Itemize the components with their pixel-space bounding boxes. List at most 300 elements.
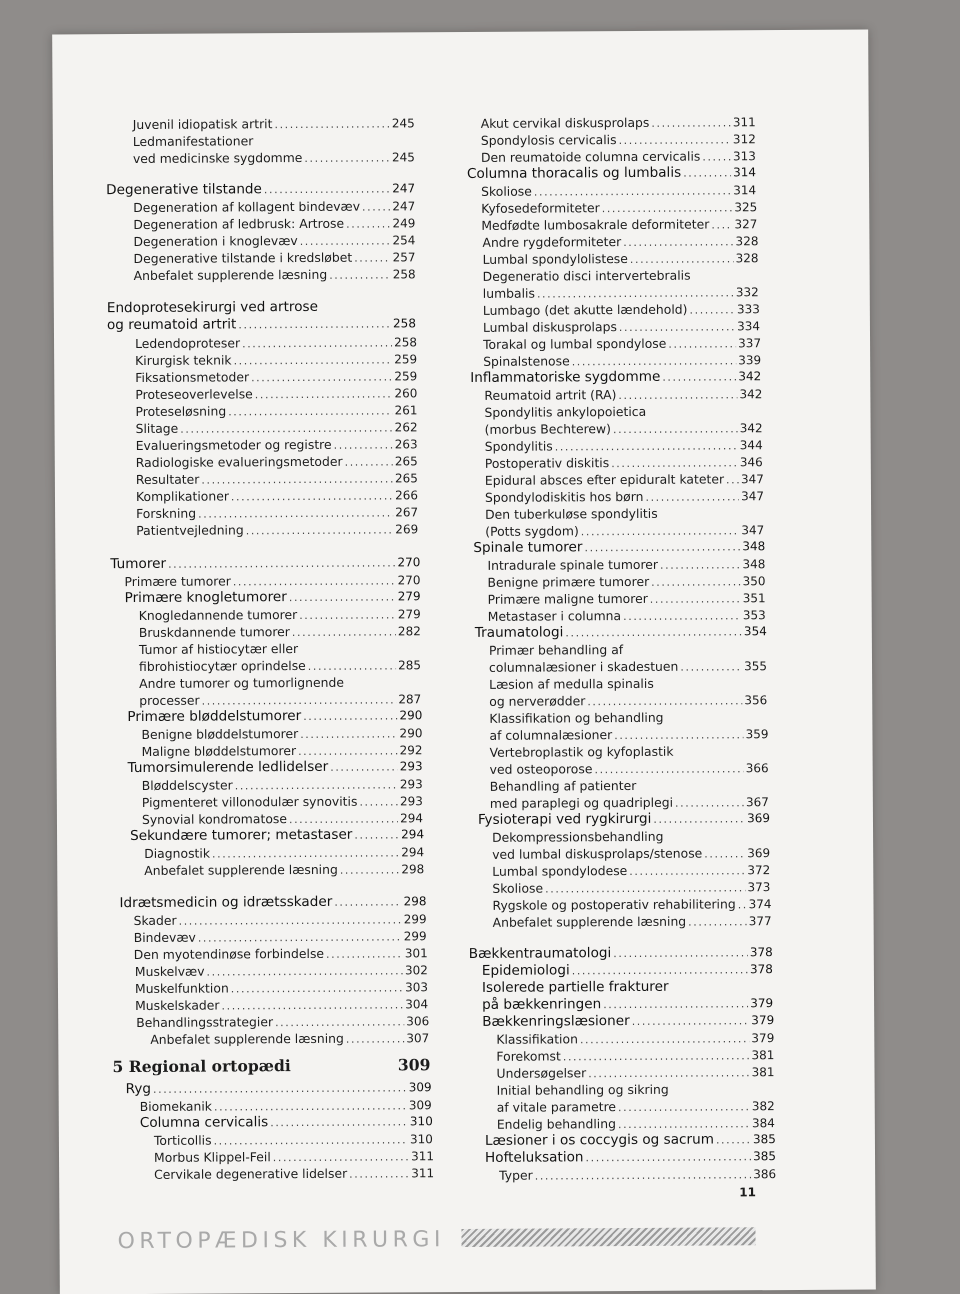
toc-entry-title: Den reumatoide columna cervicalis bbox=[481, 149, 701, 165]
toc-entry-page: 299 bbox=[404, 912, 427, 927]
toc-dot-leader bbox=[648, 415, 760, 416]
toc-entry-page: 386 bbox=[753, 1167, 776, 1182]
toc-entry bbox=[481, 199, 757, 217]
toc-entry bbox=[485, 420, 763, 438]
toc-entry-page: 311 bbox=[411, 1149, 434, 1164]
toc-dot-leader bbox=[683, 165, 731, 180]
toc-dot-leader bbox=[535, 1167, 752, 1183]
toc-entry-title: Sekundære tumorer; metastaser bbox=[130, 828, 352, 844]
toc-entry-page: 378 bbox=[750, 962, 773, 977]
toc-entry bbox=[492, 879, 770, 897]
toc-entry-title: Akut cervikal diskusprolaps bbox=[481, 115, 650, 131]
toc-dot-leader bbox=[534, 183, 731, 199]
toc-entry bbox=[136, 470, 418, 488]
toc-entry-title: ved osteoporose bbox=[490, 761, 593, 777]
toc-entry bbox=[135, 996, 428, 1014]
toc-entry-title: Endoprotesekirurgi ved artrose bbox=[107, 300, 318, 316]
toc-entry bbox=[492, 828, 770, 845]
toc-entry-page: 293 bbox=[400, 759, 423, 774]
toc-entry-title: Synovial kondromatose bbox=[142, 811, 287, 827]
toc-entry-title: Tumorsimulerende ledlidelser bbox=[128, 760, 329, 776]
toc-entry bbox=[133, 249, 415, 267]
toc-entry-page: 384 bbox=[752, 1116, 775, 1131]
toc-entry bbox=[144, 844, 424, 862]
toc-entry-title: Bækkenringslæsioner bbox=[482, 1014, 630, 1030]
toc-entry-page: 354 bbox=[744, 624, 767, 639]
toc-entry-title: på bækkenringen bbox=[482, 997, 601, 1013]
toc-entry-title: Den tuberkuløse spondylitis bbox=[485, 506, 658, 522]
toc-entry-page: 309 bbox=[398, 1057, 431, 1072]
toc-entry-title: Muskelfunktion bbox=[135, 980, 229, 996]
toc-entry bbox=[490, 777, 769, 794]
toc-entry-page: 279 bbox=[398, 607, 421, 622]
toc-entry-title: Degenerative tilstande i kredsløbet bbox=[133, 250, 352, 266]
toc-dot-leader bbox=[340, 862, 400, 877]
toc-entry-title: Dekompressionsbehandling bbox=[492, 829, 663, 845]
toc-entry bbox=[107, 299, 416, 316]
toc-entry-page: 261 bbox=[395, 403, 418, 418]
toc-dot-leader bbox=[666, 721, 767, 722]
toc-entry bbox=[128, 759, 423, 776]
toc-entry-page: 342 bbox=[738, 369, 761, 384]
toc-entry-page: 381 bbox=[752, 1065, 775, 1080]
toc-entry-page: 313 bbox=[733, 149, 756, 164]
toc-entry bbox=[484, 386, 762, 404]
toc-dot-leader bbox=[585, 1149, 751, 1165]
toc-entry bbox=[136, 504, 418, 522]
toc-entry bbox=[481, 131, 756, 149]
toc-entry-title: Kirurgisk teknik bbox=[135, 352, 231, 368]
toc-entry bbox=[488, 590, 766, 608]
toc-entry-page: 325 bbox=[734, 200, 757, 215]
toc-entry-title: Primære maligne tumorer bbox=[488, 591, 648, 607]
toc-dot-leader bbox=[270, 1114, 408, 1130]
toc-entry-page: 245 bbox=[392, 150, 415, 165]
toc-entry-title: Degeneration af ledbrusk: Artrose bbox=[133, 216, 344, 232]
toc-entry-title: Læsioner i os coccygis og sacrum bbox=[485, 1132, 714, 1148]
toc-entry-page: 294 bbox=[400, 811, 423, 826]
toc-entry bbox=[125, 589, 421, 606]
toc-dot-leader bbox=[625, 653, 765, 654]
toc-dot-leader bbox=[349, 1166, 409, 1181]
toc-entry bbox=[483, 301, 760, 319]
toc-entry-title: ved lumbal diskusprolaps/stenose bbox=[492, 846, 702, 862]
toc-entry-title: Spondylitis bbox=[485, 438, 553, 453]
toc-entry-page: 279 bbox=[398, 589, 421, 604]
toc-entry bbox=[154, 1131, 433, 1149]
toc-dot-leader bbox=[653, 811, 745, 827]
toc-entry-title: Reumatoid artrit (RA) bbox=[484, 387, 616, 403]
toc-dot-leader bbox=[214, 1098, 407, 1114]
toc-entry-page: 309 bbox=[409, 1098, 432, 1113]
toc-entry bbox=[133, 198, 415, 216]
toc-dot-leader bbox=[619, 132, 731, 148]
toc-entry-page: 342 bbox=[740, 421, 763, 436]
toc-dot-leader bbox=[630, 251, 734, 267]
toc-entry-title: Degenerative tilstande bbox=[106, 182, 262, 198]
toc-dot-leader bbox=[594, 761, 743, 777]
toc-entry-title: Lumbal spondylodese bbox=[492, 863, 627, 879]
toc-entry bbox=[136, 521, 418, 539]
toc-entry-page: 260 bbox=[394, 386, 417, 401]
toc-entry bbox=[139, 623, 421, 641]
toc-entry bbox=[497, 1081, 775, 1098]
toc-entry bbox=[134, 928, 427, 946]
toc-entry bbox=[142, 810, 423, 828]
toc-entry-page: 254 bbox=[392, 233, 415, 248]
toc-entry-page: 332 bbox=[736, 285, 759, 300]
toc-dot-leader bbox=[603, 996, 748, 1012]
toc-dot-leader bbox=[611, 455, 738, 471]
toc-entry bbox=[127, 708, 422, 725]
toc-entry bbox=[483, 335, 761, 353]
toc-dot-leader bbox=[587, 693, 742, 709]
toc-entry bbox=[481, 114, 756, 132]
toc-dot-leader bbox=[545, 880, 745, 896]
toc-entry bbox=[478, 811, 770, 828]
toc-entry bbox=[490, 794, 769, 812]
toc-entry-page: 247 bbox=[392, 199, 415, 214]
toc-entry bbox=[134, 266, 416, 284]
toc-dot-leader bbox=[234, 352, 393, 368]
toc-entry-page: 259 bbox=[394, 369, 417, 384]
toc-entry bbox=[144, 861, 424, 879]
toc-dot-leader bbox=[304, 150, 390, 166]
toc-entry bbox=[469, 945, 773, 962]
toc-entry-title: Benigne bløddelstumorer bbox=[141, 726, 298, 742]
toc-left-column bbox=[52, 32, 452, 34]
toc-entry bbox=[482, 996, 773, 1013]
toc-entry-page: 369 bbox=[747, 846, 770, 861]
toc-entry-page: 257 bbox=[393, 250, 416, 265]
toc-entry-page: 333 bbox=[737, 302, 760, 317]
toc-entry bbox=[492, 845, 770, 863]
toc-entry-title: Læsion af medulla spinalis bbox=[489, 676, 654, 692]
toc-dot-leader bbox=[619, 319, 735, 335]
toc-dot-leader bbox=[716, 1132, 751, 1147]
toc-entry-title: Juvenil idiopatisk artrit bbox=[133, 116, 273, 132]
toc-entry-title: Degeneration i knoglevæv bbox=[133, 233, 297, 249]
toc-dot-leader bbox=[581, 523, 740, 539]
toc-entry-page: 353 bbox=[743, 608, 766, 623]
toc-entry bbox=[482, 250, 758, 268]
toc-entry bbox=[142, 776, 423, 794]
toc-dot-leader bbox=[651, 574, 741, 590]
toc-entry bbox=[484, 403, 762, 420]
toc-dot-leader bbox=[711, 217, 732, 232]
toc-entry bbox=[485, 1149, 776, 1166]
toc-entry-page: 310 bbox=[410, 1132, 433, 1147]
toc-entry bbox=[489, 709, 768, 726]
page-number: 11 bbox=[739, 1185, 756, 1199]
toc-entry-title: Fiksationsmetoder bbox=[135, 369, 249, 385]
toc-entry bbox=[133, 132, 415, 149]
toc-entry-title: Lumbal diskusprolaps bbox=[483, 319, 617, 335]
toc-dot-leader bbox=[273, 1149, 409, 1165]
toc-dot-leader bbox=[668, 336, 736, 351]
toc-entry-title: med paraplegi og quadriplegi bbox=[490, 795, 673, 811]
toc-entry bbox=[490, 760, 769, 778]
toc-entry-title: Lumbal spondylolistese bbox=[482, 251, 627, 267]
toc-dot-leader bbox=[308, 658, 396, 674]
toc-dot-leader bbox=[726, 472, 739, 487]
toc-entry-page: 327 bbox=[734, 217, 757, 232]
toc-entry bbox=[487, 573, 765, 591]
toc-entry-title: Ryg bbox=[126, 1082, 151, 1097]
toc-dot-leader bbox=[572, 353, 737, 369]
toc-entry-page: 302 bbox=[405, 963, 428, 978]
toc-entry bbox=[467, 165, 756, 182]
toc-entry bbox=[133, 149, 415, 167]
toc-entry-title: og nerverødder bbox=[489, 693, 585, 709]
toc-entry-page: 377 bbox=[749, 914, 772, 929]
toc-dot-leader bbox=[614, 727, 743, 743]
toc-entry-title: Komplikationer bbox=[136, 488, 229, 504]
toc-dot-leader bbox=[320, 310, 414, 311]
toc-entry-page: 367 bbox=[746, 795, 769, 810]
toc-entry-title: Medfødte lumbosakrale deformiteter bbox=[481, 216, 709, 232]
toc-entry bbox=[142, 793, 423, 811]
toc-dot-leader bbox=[623, 608, 741, 624]
toc-dot-leader bbox=[329, 267, 391, 282]
toc-entry-page: 258 bbox=[393, 316, 416, 331]
toc-entry-title: Ledmanifestationer bbox=[133, 133, 254, 149]
toc-entry-title: Skader bbox=[134, 913, 177, 928]
toc-entry bbox=[485, 437, 763, 455]
toc-dot-leader bbox=[671, 1093, 773, 1094]
toc-entry bbox=[482, 962, 773, 979]
toc-entry-title: Andre rygdeformiteter bbox=[482, 234, 621, 250]
toc-entry-title: Behandling af patienter bbox=[490, 778, 637, 794]
toc-dot-leader bbox=[613, 421, 738, 437]
toc-dot-leader bbox=[671, 990, 771, 991]
toc-dot-leader bbox=[231, 980, 403, 996]
toc-entry-title: Diagnostik bbox=[144, 846, 210, 861]
toc-entry-title: Traumatologi bbox=[475, 625, 564, 641]
toc-entry-title: Morbus Klippel-Feil bbox=[154, 1149, 271, 1165]
toc-dot-leader bbox=[334, 894, 401, 909]
toc-entry bbox=[136, 419, 418, 437]
toc-entry-page: 258 bbox=[393, 267, 416, 282]
toc-entry-title: Benigne primære tumorer bbox=[487, 574, 649, 590]
toc-dot-leader bbox=[201, 471, 393, 487]
toc-entry-title: Epidemiologi bbox=[482, 963, 570, 979]
toc-dot-leader bbox=[555, 438, 738, 454]
toc-dot-leader bbox=[572, 962, 748, 978]
toc-entry bbox=[489, 641, 767, 658]
toc-dot-leader bbox=[180, 420, 392, 436]
toc-entry bbox=[136, 453, 418, 471]
toc-entry bbox=[135, 962, 428, 980]
toc-dot-leader bbox=[738, 897, 747, 912]
toc-entry-title: Radiologiske evalueringsmetoder bbox=[136, 454, 343, 470]
toc-entry-title: Proteseoverlevelse bbox=[135, 386, 252, 402]
toc-entry bbox=[488, 607, 766, 625]
toc-entry bbox=[482, 979, 773, 996]
toc-entry-page: 344 bbox=[740, 438, 763, 453]
toc-dot-leader bbox=[618, 1116, 750, 1132]
toc-entry-title: Forekomst bbox=[496, 1048, 561, 1063]
toc-entry-page: 293 bbox=[400, 794, 423, 809]
toc-entry-title: Anbefalet supplerende læsning bbox=[144, 862, 338, 878]
toc-dot-leader bbox=[168, 555, 396, 571]
toc-entry bbox=[483, 352, 761, 370]
toc-dot-leader bbox=[255, 386, 393, 402]
toc-entry-title: Tumor af histiocytær eller bbox=[139, 641, 298, 657]
toc-dot-leader bbox=[206, 963, 403, 979]
toc-entry-title: 5 Regional ortopædi bbox=[112, 1058, 290, 1074]
toc-entry bbox=[482, 1013, 774, 1030]
toc-entry bbox=[133, 232, 415, 250]
toc-entry bbox=[497, 1098, 775, 1116]
toc-entry bbox=[499, 1166, 776, 1184]
toc-entry-title: Bindevæv bbox=[134, 930, 196, 945]
toc-entry-title: Skoliose bbox=[492, 881, 543, 896]
toc-entry-page: 348 bbox=[742, 539, 765, 554]
toc-entry-page: 265 bbox=[395, 454, 418, 469]
toc-entry bbox=[139, 691, 421, 709]
toc-entry-title: Inflammatoriske sygdomme bbox=[470, 370, 660, 386]
toc-entry-page: 303 bbox=[405, 980, 428, 995]
toc-dot-leader bbox=[656, 687, 765, 688]
toc-entry bbox=[141, 742, 422, 760]
toc-dot-leader bbox=[689, 302, 735, 317]
toc-dot-leader bbox=[246, 522, 394, 538]
toc-entry-title: Hofteluksation bbox=[485, 1150, 584, 1166]
toc-entry-title: Spinale tumorer bbox=[473, 540, 582, 556]
toc-dot-leader bbox=[298, 743, 398, 759]
toc-dot-leader bbox=[704, 846, 745, 861]
toc-entry bbox=[485, 488, 764, 506]
toc-entry bbox=[493, 913, 772, 931]
toc-dot-leader bbox=[292, 624, 396, 640]
toc-dot-leader bbox=[354, 827, 399, 842]
toc-entry bbox=[496, 1047, 774, 1065]
toc-entry-page: 366 bbox=[746, 761, 769, 776]
toc-entry-title: Kyfosedeformiteter bbox=[481, 200, 600, 216]
toc-entry-title: columnalæsioner i skadestuen bbox=[489, 659, 678, 675]
toc-entry-page: 379 bbox=[751, 1013, 774, 1028]
toc-entry bbox=[496, 1064, 774, 1082]
toc-entry-title: Degeneratio disci intervertebralis bbox=[483, 268, 691, 284]
toc-entry-page: 379 bbox=[750, 996, 773, 1011]
toc-entry bbox=[133, 115, 415, 133]
toc-entry bbox=[481, 216, 757, 234]
footer-hatched-bar bbox=[461, 1227, 755, 1247]
toc-entry bbox=[135, 368, 417, 386]
toc-entry bbox=[135, 979, 428, 997]
toc-entry-page: 309 bbox=[409, 1080, 432, 1095]
toc-entry-page: 328 bbox=[736, 251, 759, 266]
toc-entry-title: Klassifikation bbox=[496, 1031, 578, 1046]
toc-dot-leader bbox=[676, 755, 767, 756]
toc-entry-page: 270 bbox=[398, 573, 421, 588]
toc-dot-leader bbox=[618, 387, 737, 403]
toc-entry-title: Den myotendinøse forbindelse bbox=[134, 946, 324, 962]
toc-entry bbox=[483, 318, 760, 336]
toc-entry bbox=[150, 1030, 429, 1048]
toc-dot-leader bbox=[660, 557, 741, 572]
toc-entry-page: 294 bbox=[401, 845, 424, 860]
toc-entry-title: Primære tumorer bbox=[124, 573, 230, 589]
toc-entry-title: Muskelskader bbox=[135, 998, 219, 1014]
toc-entry bbox=[112, 1057, 430, 1074]
toc-entry-title: lumbalis bbox=[483, 286, 535, 301]
toc-entry-title: Fysioterapi ved rygkirurgi bbox=[478, 812, 651, 828]
toc-entry-page: 342 bbox=[739, 387, 762, 402]
toc-entry bbox=[485, 505, 764, 522]
toc-entry-page: 347 bbox=[741, 523, 764, 538]
toc-entry-title: (morbus Bechterew) bbox=[485, 421, 611, 437]
toc-dot-leader bbox=[537, 285, 734, 301]
toc-entry bbox=[134, 911, 427, 929]
footer-book-title: ORTOPÆDISK KIRURGI bbox=[117, 1227, 445, 1254]
toc-entry bbox=[135, 334, 417, 352]
toc-entry bbox=[485, 454, 763, 472]
toc-dot-leader bbox=[303, 708, 397, 724]
toc-dot-leader bbox=[300, 652, 419, 653]
toc-entry-page: 328 bbox=[735, 234, 758, 249]
toc-dot-leader bbox=[563, 1048, 750, 1064]
toc-entry-page: 301 bbox=[405, 946, 428, 961]
toc-entry-page: 263 bbox=[395, 437, 418, 452]
toc-dot-leader bbox=[660, 517, 762, 518]
toc-dot-leader bbox=[300, 726, 397, 742]
toc-dot-leader bbox=[345, 454, 393, 469]
toc-entry-title: Typer bbox=[499, 1168, 533, 1183]
toc-entry-title: processer bbox=[139, 693, 199, 708]
toc-dot-leader bbox=[231, 488, 393, 504]
toc-entry-title: Spondylosis cervicalis bbox=[481, 132, 617, 148]
toc-entry-page: 307 bbox=[406, 1031, 429, 1046]
toc-dot-leader bbox=[299, 607, 396, 623]
toc-entry bbox=[470, 369, 761, 386]
toc-dot-leader bbox=[233, 573, 396, 589]
toc-entry-page: 266 bbox=[395, 488, 418, 503]
toc-entry-title: Epidural absces efter epiduralt kateter bbox=[485, 471, 724, 487]
toc-entry bbox=[485, 1132, 776, 1149]
toc-dot-leader bbox=[255, 144, 413, 145]
toc-entry-title: Spondylitis ankylopoietica bbox=[484, 404, 646, 420]
toc-entry-page: 382 bbox=[752, 1099, 775, 1114]
toc-dot-leader bbox=[645, 489, 739, 505]
toc-entry bbox=[139, 674, 421, 691]
toc-dot-leader bbox=[300, 233, 391, 249]
toc-entry-page: 249 bbox=[392, 216, 415, 231]
toc-dot-leader bbox=[638, 789, 766, 790]
toc-entry-title: Evalueringsmetoder og registre bbox=[136, 437, 332, 453]
toc-entry bbox=[483, 284, 759, 302]
toc-entry-page: 379 bbox=[751, 1031, 774, 1046]
toc-dot-leader bbox=[613, 945, 748, 961]
toc-entry bbox=[485, 471, 764, 489]
toc-entry-title: Undersøgelser bbox=[496, 1065, 586, 1081]
toc-entry-title: Vertebroplastik og kyfoplastik bbox=[490, 744, 674, 760]
toc-entry-page: 292 bbox=[400, 743, 423, 758]
toc-entry-page: 282 bbox=[398, 624, 421, 639]
toc-entry-title: Anbefalet supplerende læsning bbox=[150, 1031, 344, 1047]
toc-dot-leader bbox=[675, 795, 744, 810]
toc-dot-leader bbox=[346, 1031, 405, 1046]
toc-entry bbox=[134, 945, 428, 963]
toc-entry-page: 350 bbox=[743, 574, 766, 589]
toc-entry-page: 374 bbox=[749, 897, 772, 912]
toc-dot-leader bbox=[680, 659, 742, 674]
toc-dot-leader bbox=[629, 863, 745, 879]
toc-entry bbox=[139, 657, 421, 675]
toc-entry-title: Patientvejledning bbox=[136, 522, 244, 538]
toc-dot-leader bbox=[588, 1065, 750, 1081]
